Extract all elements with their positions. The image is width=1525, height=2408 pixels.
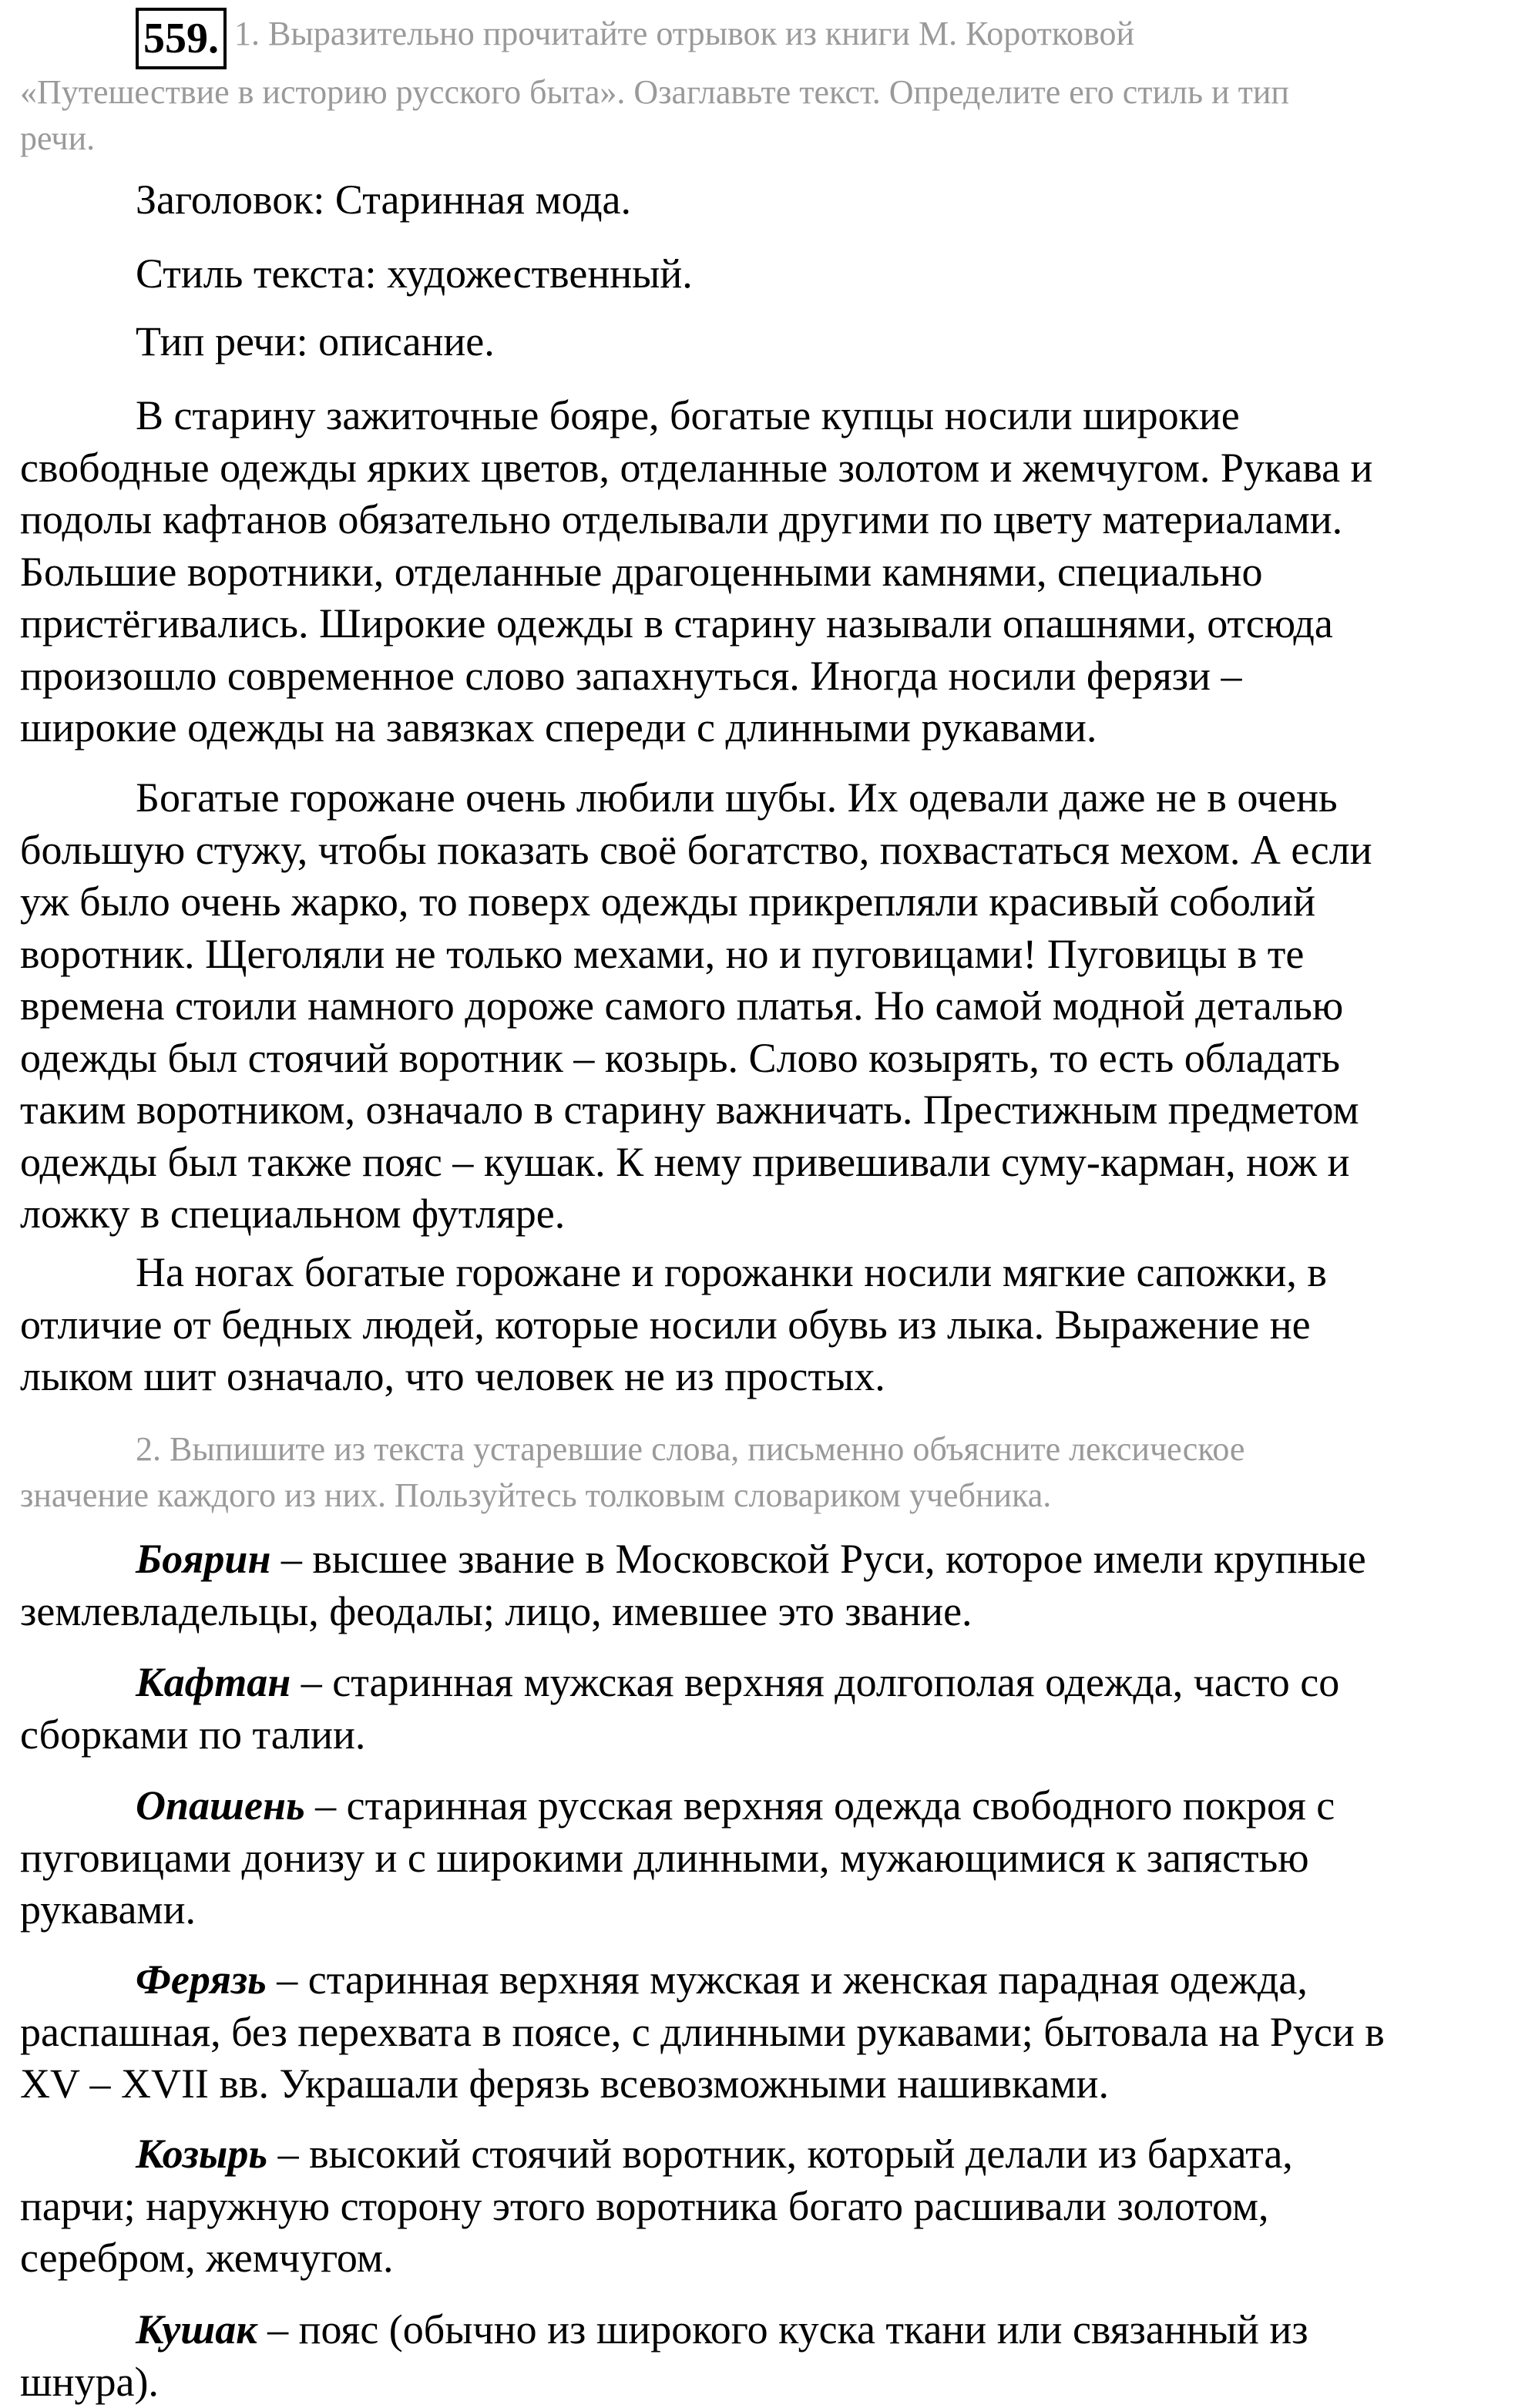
instruction-line <box>20 69 1517 116</box>
definition-text: рукавами. <box>20 1886 196 1933</box>
paragraph-line: Богатые горожане очень любили шубы. Их одевали даже не в очень <box>20 772 1517 824</box>
definition-text: распашная, без перехвата в поясе, с длинными рукавами; бытовала на Руси в <box>20 2009 1385 2055</box>
paragraph-line: уж было очень жарко, то поверх одежды прикрепляли красивый соболий <box>20 876 1517 929</box>
paragraph-line: На ногах богатые горожане и горожанки носили мягкие сапожки, в <box>20 1247 1517 1299</box>
definition-line <box>20 2007 1517 2059</box>
definition-line <box>20 1657 1517 1709</box>
definition-line <box>20 2128 1517 2181</box>
paragraph-line: отличие от бедных людей, которые носили обувь из лыка. Выражение не <box>20 1299 1517 1352</box>
definition-term: Ферязь <box>136 1956 267 2003</box>
definition-line <box>20 2356 1517 2408</box>
paragraph-line: В старину зажиточные бояре, богатые купцы носили широкие <box>20 390 1517 442</box>
definition-line <box>20 2304 1517 2356</box>
paragraph-line: таким воротником, означало в старину важничать. Престижным предметом <box>20 1084 1517 1137</box>
definition-term: Боярин <box>136 1536 270 1582</box>
instruction-line <box>20 11 1517 69</box>
instruction-line: 2. Выпишите из текста устаревшие слова, письменно объясните лексическое <box>20 1426 1517 1473</box>
definition-line <box>20 2232 1517 2285</box>
paragraph-line: пристёгивались. Широкие одежды в старину называли опашнями, отсюда <box>20 598 1517 650</box>
paragraph-line: лыком шит означало, что человек не из простых. <box>20 1351 1517 1403</box>
instruction-text: речи. <box>20 119 95 157</box>
definition <box>20 1780 1517 1936</box>
definition-line <box>20 1533 1517 1586</box>
text-paragraph <box>20 772 1517 1241</box>
paragraph-line: произошло современное слово запахнуться. Иногда носили ферязи – <box>20 650 1517 703</box>
definition-line <box>20 1832 1517 1885</box>
paragraph-line: времена стоили намного дороже самого платья. Но самой модной деталью <box>20 980 1517 1033</box>
definition-text: шнура). <box>20 2359 159 2405</box>
answer-title: Заголовок: Старинная мода. <box>20 174 1517 227</box>
definition <box>20 2304 1517 2408</box>
paragraph-line: подолы кафтанов обязательно отделывали другими по цвету материалами. <box>20 494 1517 546</box>
definition-text: – высокий стоячий воротник, который делали из бархата, <box>267 2131 1293 2177</box>
definition-line <box>20 1709 1517 1762</box>
definition-text: серебром, жемчугом. <box>20 2235 394 2281</box>
paragraph-line: свободные одежды ярких цветов, отделанные золотом и жемчугом. Рукава и <box>20 442 1517 495</box>
definition-text: XV – XVII вв. Украшали ферязь всевозможными нашивками. <box>20 2060 1109 2107</box>
definition-text: пуговицами донизу и с широкими длинными, мужающимися к запястью <box>20 1835 1309 1881</box>
definition-term: Кушак <box>136 2306 257 2353</box>
definition <box>20 2128 1517 2285</box>
definition-text: – пояс (обычно из широкого куска ткани или связанный из <box>257 2306 1308 2353</box>
definition-line <box>20 1780 1517 1832</box>
instruction-line: значение каждого из них. Пользуйтесь толковым словариком учебника. <box>20 1473 1517 1519</box>
definition <box>20 1657 1517 1761</box>
paragraph-line: ложку в специальном футляре. <box>20 1188 1517 1241</box>
paragraph-line: воротник. Щеголяли не только мехами, но и пуговицами! Пуговицы в те <box>20 929 1517 981</box>
definition-text: парчи; наружную сторону этого воротника богато расшивали золотом, <box>20 2183 1269 2229</box>
definition-text: сборками по талии. <box>20 1711 365 1758</box>
definition-term: Козырь <box>136 2131 267 2177</box>
instruction-line <box>20 116 1517 162</box>
paragraph-line: одежды был также пояс – кушак. К нему привешивали суму-карман, нож и <box>20 1137 1517 1189</box>
definition-text: – старинная верхняя мужская и женская парадная одежда, <box>267 1956 1308 2003</box>
definition-line <box>20 2058 1517 2111</box>
definition-term: Кафтан <box>136 1659 291 1705</box>
definition-text: – высшее звание в Московской Руси, которое имели крупные <box>270 1536 1365 1582</box>
definition <box>20 1954 1517 2111</box>
answer-type: Тип речи: описание. <box>20 316 1517 368</box>
instruction-text: 1. Выразительно прочитайте отрывок из книги М. Коротковой <box>234 15 1134 52</box>
text-paragraph <box>20 1247 1517 1403</box>
definition-line <box>20 1586 1517 1638</box>
exercise-number: 559. <box>136 8 227 69</box>
definition-line <box>20 2181 1517 2233</box>
definition-line <box>20 1954 1517 2007</box>
definition-text: – старинная русская верхняя одежда свободного покроя с <box>305 1782 1335 1829</box>
task-1-instructions <box>20 11 1517 162</box>
answer-style: Стиль текста: художественный. <box>20 248 1517 301</box>
text-paragraph <box>20 390 1517 754</box>
paragraph-line: Большие воротники, отделанные драгоценными камнями, специально <box>20 546 1517 599</box>
definition-text: – старинная мужская верхняя долгополая одежда, часто со <box>291 1659 1339 1705</box>
task-2-instructions <box>20 1426 1517 1519</box>
definition-term: Опашень <box>136 1782 305 1829</box>
paragraph-line: большую стужу, чтобы показать своё богатство, похвастаться мехом. А если <box>20 824 1517 877</box>
definition-line <box>20 1884 1517 1936</box>
definition <box>20 1533 1517 1637</box>
definition-text: землевладельцы, феодалы; лицо, имевшее это звание. <box>20 1588 972 1634</box>
paragraph-line: широкие одежды на завязках спереди с длинными рукавами. <box>20 702 1517 754</box>
instruction-text: «Путешествие в историю русского быта». Озаглавьте текст. Определите его стиль и тип <box>20 73 1289 111</box>
paragraph-line: одежды был стоячий воротник – козырь. Слово козырять, то есть обладать <box>20 1033 1517 1085</box>
